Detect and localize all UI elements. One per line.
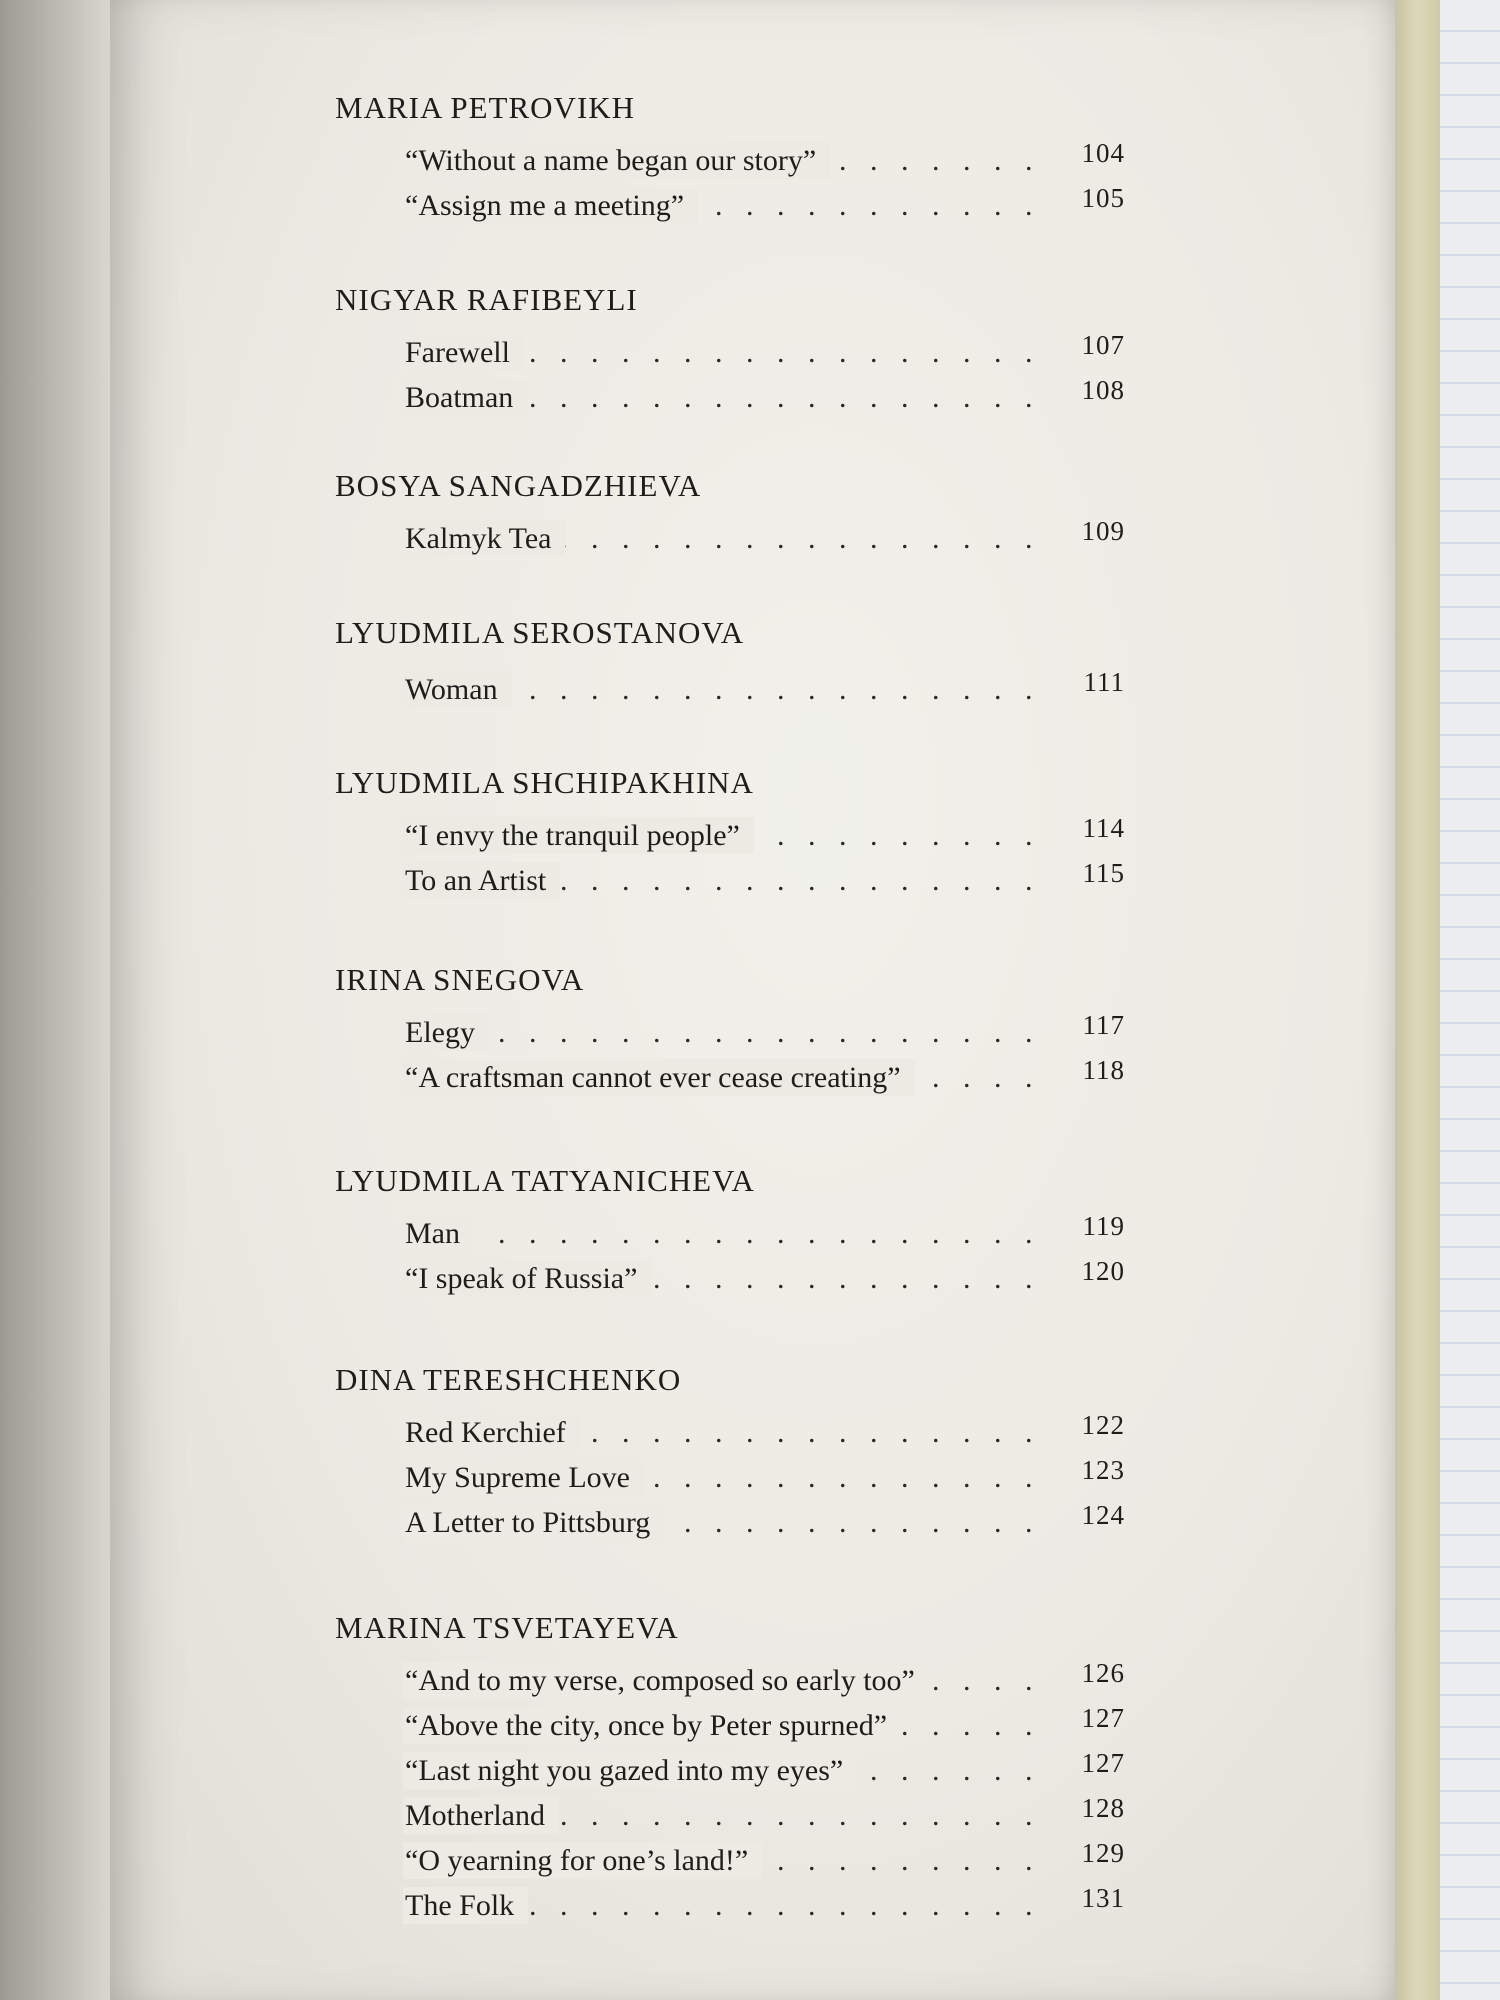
toc-section bbox=[335, 1610, 1165, 1934]
toc-entry[interactable] bbox=[405, 1010, 1125, 1061]
poem-title: “Without a name began our story” bbox=[405, 144, 828, 177]
toc-entry[interactable] bbox=[405, 1883, 1125, 1934]
page-number: 120 bbox=[1081, 1256, 1125, 1286]
toc-entry[interactable] bbox=[405, 1658, 1125, 1709]
toc-section bbox=[335, 468, 1165, 567]
poem-title: Boatman bbox=[405, 381, 525, 414]
page-number: 109 bbox=[1081, 516, 1125, 546]
toc-entry[interactable] bbox=[405, 1793, 1125, 1844]
toc-entry[interactable] bbox=[405, 1838, 1125, 1889]
poem-title: “Last night you gazed into my eyes” bbox=[405, 1754, 855, 1787]
poem-title: Woman bbox=[405, 673, 510, 706]
poem-title: Red Kerchief bbox=[405, 1416, 578, 1449]
toc-entry[interactable] bbox=[405, 1410, 1125, 1461]
toc-entry[interactable] bbox=[405, 138, 1125, 189]
page-number: 107 bbox=[1081, 330, 1125, 360]
toc-entry[interactable] bbox=[405, 667, 1125, 718]
poem-title: “Above the city, once by Peter spurned” bbox=[405, 1709, 899, 1742]
toc-entry[interactable] bbox=[405, 516, 1125, 567]
toc-entry[interactable] bbox=[405, 1256, 1125, 1307]
poem-title: “And to my verse, composed so early too” bbox=[405, 1664, 927, 1697]
page-number: 129 bbox=[1081, 1838, 1125, 1868]
author-name: MARINA TSVETAYEVA bbox=[335, 1610, 679, 1645]
poem-title: Motherland bbox=[405, 1799, 557, 1832]
poem-title: Farewell bbox=[405, 336, 522, 369]
toc-section bbox=[335, 615, 1165, 718]
toc-entry[interactable] bbox=[405, 1455, 1125, 1506]
page-number: 131 bbox=[1081, 1883, 1125, 1913]
toc-entry[interactable] bbox=[405, 1748, 1125, 1799]
poem-title: “Assign me a meeting” bbox=[405, 189, 696, 222]
page-number: 108 bbox=[1081, 375, 1125, 405]
toc-section bbox=[335, 1163, 1165, 1307]
toc-entry[interactable] bbox=[405, 813, 1125, 864]
page-number: 115 bbox=[1082, 858, 1125, 888]
toc-entry[interactable] bbox=[405, 1703, 1125, 1754]
poem-title: Kalmyk Tea bbox=[405, 522, 563, 555]
author-name: DINA TERESHCHENKO bbox=[335, 1362, 682, 1397]
toc-entry[interactable] bbox=[405, 330, 1125, 381]
book-cover-edge bbox=[1395, 0, 1440, 2000]
page-number: 118 bbox=[1082, 1055, 1125, 1085]
poem-title: Man bbox=[405, 1217, 472, 1250]
poem-title: The Folk bbox=[405, 1889, 526, 1922]
page-number: 105 bbox=[1081, 183, 1125, 213]
author-name: LYUDMILA SHCHIPAKHINA bbox=[335, 765, 754, 800]
toc-entry[interactable] bbox=[405, 1500, 1125, 1551]
toc-section bbox=[335, 765, 1165, 909]
page-number: 128 bbox=[1081, 1793, 1125, 1823]
page-number: 127 bbox=[1081, 1748, 1125, 1778]
page-number: 114 bbox=[1082, 813, 1125, 843]
poem-title: My Supreme Love bbox=[405, 1461, 642, 1494]
poem-title: A Letter to Pittsburg bbox=[405, 1506, 662, 1539]
poem-title: Elegy bbox=[405, 1016, 487, 1049]
lined-paper-edge bbox=[1440, 0, 1500, 2000]
toc-section bbox=[335, 90, 1165, 234]
toc-entry[interactable] bbox=[405, 183, 1125, 234]
page-number: 104 bbox=[1081, 138, 1125, 168]
toc-entry[interactable] bbox=[405, 375, 1125, 426]
toc-section bbox=[335, 962, 1165, 1106]
page-number: 126 bbox=[1081, 1658, 1125, 1688]
page-number: 127 bbox=[1081, 1703, 1125, 1733]
toc-entry[interactable] bbox=[405, 1055, 1125, 1106]
page-number: 119 bbox=[1082, 1211, 1125, 1241]
dot-leader bbox=[405, 1217, 1055, 1251]
toc-section bbox=[335, 282, 1165, 426]
author-name: LYUDMILA TATYANICHEVA bbox=[335, 1163, 755, 1198]
author-name: BOSYA SANGADZHIEVA bbox=[335, 468, 702, 503]
page-number: 124 bbox=[1081, 1500, 1125, 1530]
poem-title: “O yearning for one’s land!” bbox=[405, 1844, 760, 1877]
author-name: NIGYAR RAFIBEYLI bbox=[335, 282, 638, 317]
poem-title: To an Artist bbox=[405, 864, 558, 897]
poem-title: “I speak of Russia” bbox=[405, 1262, 649, 1295]
toc-entry[interactable] bbox=[405, 1211, 1125, 1262]
toc-entry[interactable] bbox=[405, 858, 1125, 909]
dot-leader bbox=[405, 1016, 1055, 1050]
author-name: MARIA PETROVIKH bbox=[335, 90, 636, 125]
page-number: 111 bbox=[1083, 667, 1125, 697]
author-name: IRINA SNEGOVA bbox=[335, 962, 585, 997]
page-number: 117 bbox=[1082, 1010, 1125, 1040]
author-name: LYUDMILA SEROSTANOVA bbox=[335, 615, 745, 650]
page-number: 122 bbox=[1081, 1410, 1125, 1440]
toc-section bbox=[335, 1362, 1165, 1551]
poem-title: “A craftsman cannot ever cease creating” bbox=[405, 1061, 913, 1094]
poem-title: “I envy the tranquil people” bbox=[405, 819, 752, 852]
page-number: 123 bbox=[1081, 1455, 1125, 1485]
